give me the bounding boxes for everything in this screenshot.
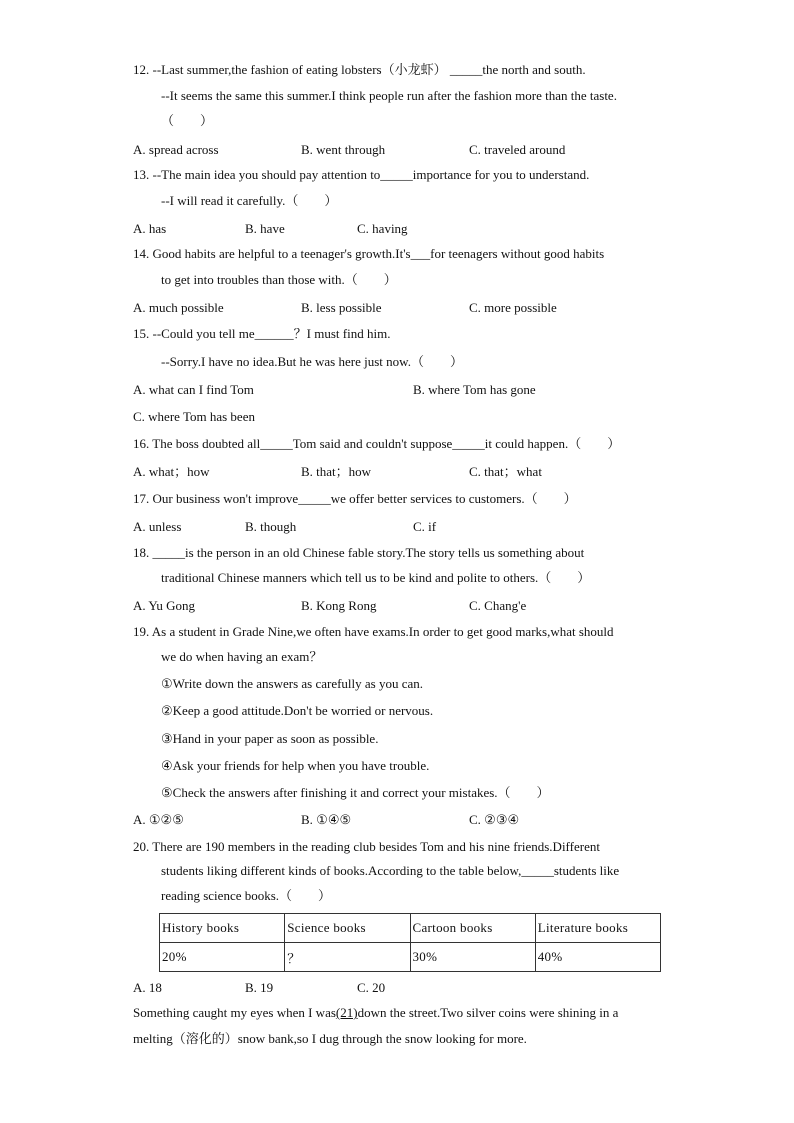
q19-option-c: C. ②③④ — [469, 812, 520, 827]
table-header-row — [160, 914, 661, 943]
q14-stem: 14. Good habits are helpful to a teenager's growth.It's___for teenagers without good habits — [133, 246, 605, 261]
table-header-cell: Cartoon books — [410, 914, 535, 943]
q20-stem-line: students liking different kinds of books.According to the table below,_____students like — [161, 863, 620, 878]
q20-option-a: A. 18 — [133, 980, 162, 995]
book-percentage-table — [159, 913, 661, 972]
q19-statement-3: ③Hand in your paper as soon as possible. — [161, 731, 379, 746]
q16-stem: 16. The boss doubted all_____Tom said and couldn't suppose_____it could happen.（ ） — [133, 436, 621, 451]
q20-stem-line: reading science books.（ ） — [161, 888, 332, 903]
q15-stem: 15. --Could you tell me______？I must find him. — [133, 326, 391, 341]
q14-option-b: B. less possible — [301, 300, 382, 315]
q16-option-a: A. what；how — [133, 464, 210, 479]
q12-stem-line: （ ） — [161, 113, 214, 128]
table-cell: 30% — [410, 943, 535, 972]
q12-option-c: C. traveled around — [469, 142, 566, 157]
passage-line-1 — [133, 1005, 618, 1021]
q14-stem-line: to get into troubles than those with.（ ） — [161, 272, 397, 287]
q13-option-a: A. has — [133, 221, 167, 236]
passage-line-2: melting（溶化的）snow bank,so I dug through the snow looking for more. — [133, 1031, 527, 1046]
q19-statement-2: ②Keep a good attitude.Don't be worried or nervous. — [161, 703, 434, 718]
q13-option-b: B. have — [245, 221, 285, 236]
q19-option-b: B. ①④⑤ — [301, 812, 352, 827]
table-cell: 20% — [160, 943, 285, 972]
q12-option-b: B. went through — [301, 142, 386, 157]
q13-stem-line: --I will read it carefully.（ ） — [161, 193, 338, 208]
table-cell: ？ — [285, 943, 410, 972]
q20-option-b: B. 19 — [245, 980, 274, 995]
q16-option-b: B. that；how — [301, 464, 372, 479]
q17-option-c: C. if — [413, 519, 437, 534]
q19-stem-line: we do when having an exam？ — [161, 649, 323, 664]
q18-option-c: C. Chang'e — [469, 598, 527, 613]
q14-option-a: A. much possible — [133, 300, 224, 315]
q19-statement-5: ⑤Check the answers after finishing it and correct your mistakes.（ ） — [161, 785, 550, 800]
blank-21-link[interactable]: (21) — [335, 1005, 358, 1020]
q18-stem: 18. _____is the person in an old Chinese fable story.The story tells us something about — [133, 545, 585, 560]
q15-option-c: C. where Tom has been — [133, 409, 255, 424]
table-row — [160, 943, 661, 972]
table-header-cell: Literature books — [535, 914, 660, 943]
table-cell: 40% — [535, 943, 660, 972]
q12-stem: 12. --Last summer,the fashion of eating lobsters（小龙虾） _____the north and south. — [133, 62, 586, 77]
q15-option-a: A. what can I find Tom — [133, 382, 254, 397]
q20-option-c: C. 20 — [357, 980, 386, 995]
q17-option-a: A. unless — [133, 519, 182, 534]
q15-stem-line: --Sorry.I have no idea.But he was here just now.（ ） — [161, 354, 463, 369]
table-header-cell: History books — [160, 914, 285, 943]
q13-stem: 13. --The main idea you should pay attention to_____importance for you to understand. — [133, 167, 590, 182]
q12-option-a: A. spread across — [133, 142, 219, 157]
q13-option-c: C. having — [357, 221, 408, 236]
q18-option-b: B. Kong Rong — [301, 598, 377, 613]
q17-option-b: B. though — [245, 519, 297, 534]
q19-statement-1: ①Write down the answers as carefully as you can. — [161, 676, 424, 691]
q18-stem-line: traditional Chinese manners which tell us to be kind and polite to others.（ ） — [161, 570, 591, 585]
passage-text: down the street.Two silver coins were shining in a — [357, 1005, 619, 1020]
q18-option-a: A. Yu Gong — [133, 598, 195, 613]
q14-option-c: C. more possible — [469, 300, 557, 315]
q16-option-c: C. that；what — [469, 464, 542, 479]
q19-statement-4: ④Ask your friends for help when you have trouble. — [161, 758, 430, 773]
passage-text: Something caught my eyes when I was — [133, 1005, 336, 1020]
q15-option-b: B. where Tom has gone — [413, 382, 536, 397]
q19-stem: 19. As a student in Grade Nine,we often have exams.In order to get good marks,what should — [133, 624, 614, 639]
q17-stem: 17. Our business won't improve_____we offer better services to customers.（ ） — [133, 491, 577, 506]
table-header-cell: Science books — [285, 914, 410, 943]
q20-stem: 20. There are 190 members in the reading club besides Tom and his nine friends.Different — [133, 839, 600, 854]
q12-stem-line: --It seems the same this summer.I think people run after the fashion more than the taste. — [161, 88, 617, 103]
q19-option-a: A. ①②⑤ — [133, 812, 184, 827]
